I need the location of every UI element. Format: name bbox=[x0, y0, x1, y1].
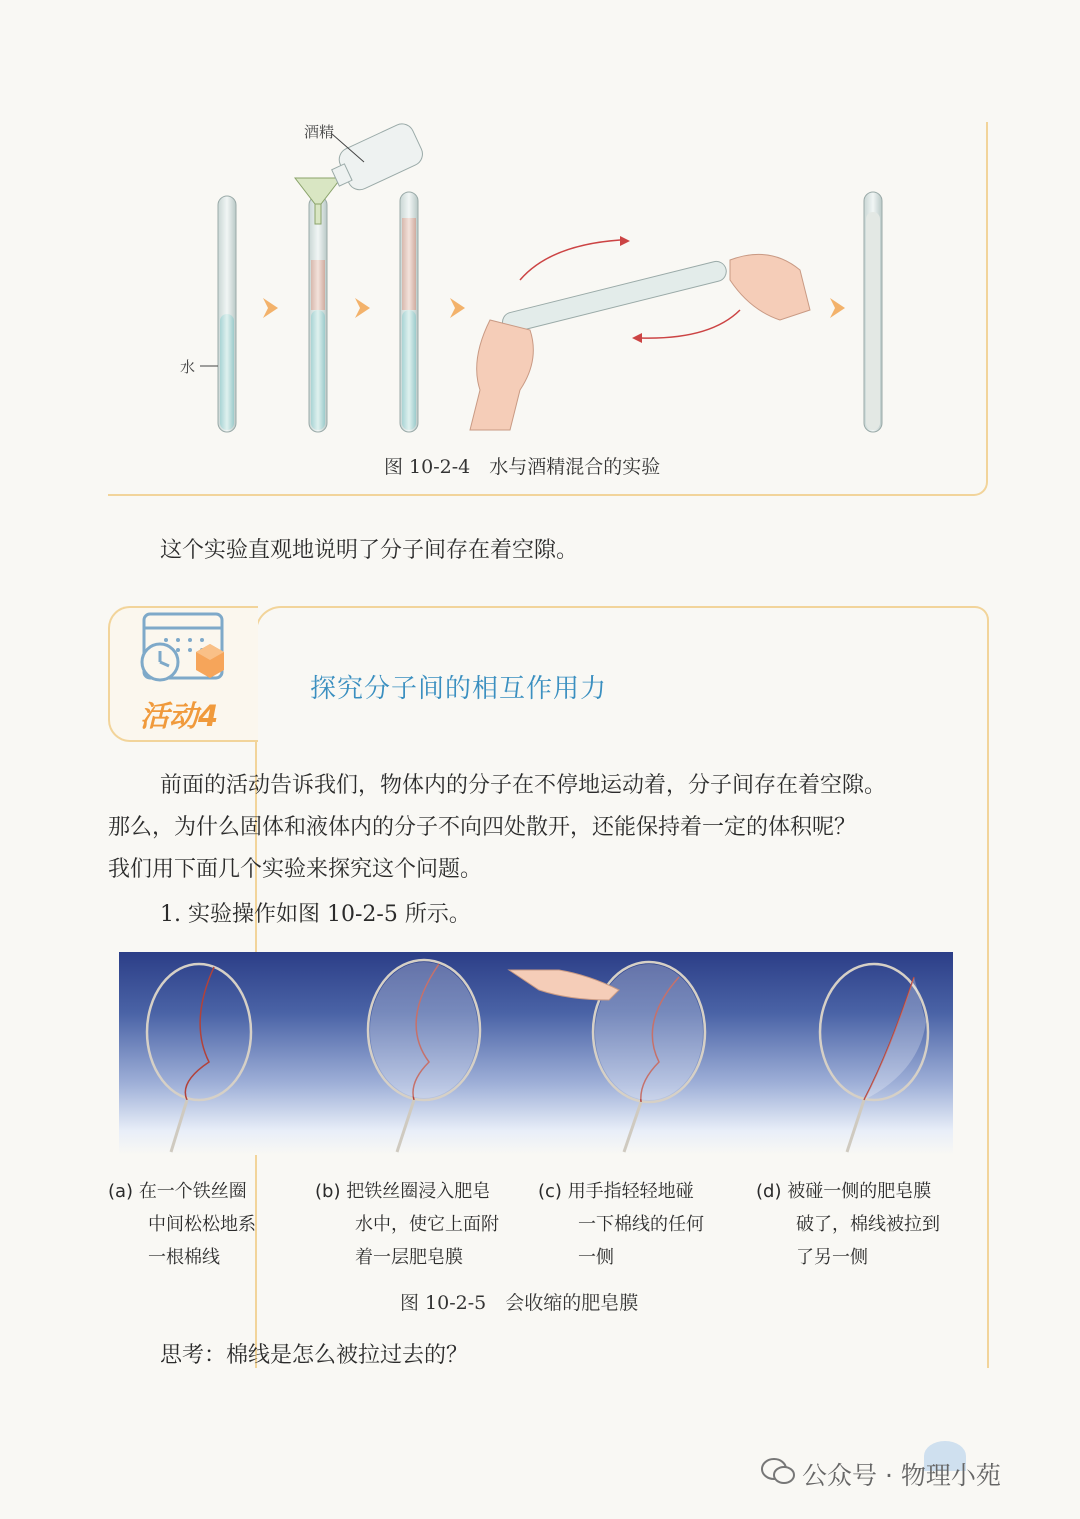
subcaption-line: 一根棉线 bbox=[148, 1247, 220, 1268]
subcaption-line: 被碰一侧的肥皂膜 bbox=[787, 1181, 932, 1202]
body-line: 我们用下面几个实验来探究这个问题。 bbox=[108, 857, 483, 882]
figure-caption: 图 10-2-5 会收缩的肥皂膜 bbox=[400, 1292, 639, 1314]
body-line: 那么，为什么固体和液体内的分子不向四处散开，还能保持着一定的体积呢？ bbox=[108, 815, 857, 840]
subcaption-a bbox=[108, 1175, 256, 1274]
think-question: 思考：棉线是怎么被拉过去的？ bbox=[160, 1343, 469, 1368]
activity-badge-label: 活动4 bbox=[140, 699, 219, 733]
subcaption-line: 在一个铁丝圈 bbox=[138, 1181, 247, 1202]
soap-film-rings bbox=[119, 952, 953, 1155]
water-label: 水 bbox=[180, 358, 196, 376]
subcaption-line: 着一层肥皂膜 bbox=[355, 1247, 463, 1268]
subcaption-line: 了另一侧 bbox=[796, 1247, 868, 1268]
subcaption-b bbox=[315, 1175, 499, 1274]
subcaption-line: 用手指轻轻地碰 bbox=[567, 1181, 694, 1202]
subcaption-tag: (b) bbox=[315, 1181, 341, 1202]
watermark: 公众号 · 物理小苑 bbox=[802, 1461, 1001, 1490]
body-line: 前面的活动告诉我们，物体内的分子在不停地运动着，分子间存在着空隙。 bbox=[160, 773, 887, 798]
subcaption-d bbox=[756, 1175, 940, 1274]
subcaption-line: 中间松松地系 bbox=[148, 1214, 256, 1235]
figure-caption: 图 10-2-4 水与酒精混合的实验 bbox=[384, 456, 661, 478]
subcaption-tag: (a) bbox=[108, 1181, 134, 1202]
subcaption-line: 水中，使它上面附 bbox=[355, 1214, 499, 1235]
alcohol-label: 酒精 bbox=[304, 123, 335, 141]
step-text: 1. 实验操作如图 10-2-5 所示。 bbox=[160, 902, 471, 927]
test-tube-illustration bbox=[150, 100, 910, 450]
subcaption-line: 一侧 bbox=[578, 1247, 614, 1268]
activity-title: 探究分子间的相互作用力 bbox=[310, 674, 608, 704]
paragraph: 这个实验直观地说明了分子间存在着空隙。 bbox=[160, 538, 579, 563]
calendar-clock-icon bbox=[136, 606, 228, 690]
subcaption-line: 一下棉线的任何 bbox=[578, 1214, 704, 1235]
subcaption-line: 破了，棉线被拉到 bbox=[796, 1214, 940, 1235]
subcaption-c bbox=[538, 1175, 704, 1274]
subcaption-tag: (d) bbox=[756, 1181, 782, 1202]
subcaption-line: 把铁丝圈浸入肥皂 bbox=[346, 1181, 491, 1202]
subcaption-tag: (c) bbox=[538, 1181, 562, 1202]
wechat-icon bbox=[760, 1456, 796, 1486]
